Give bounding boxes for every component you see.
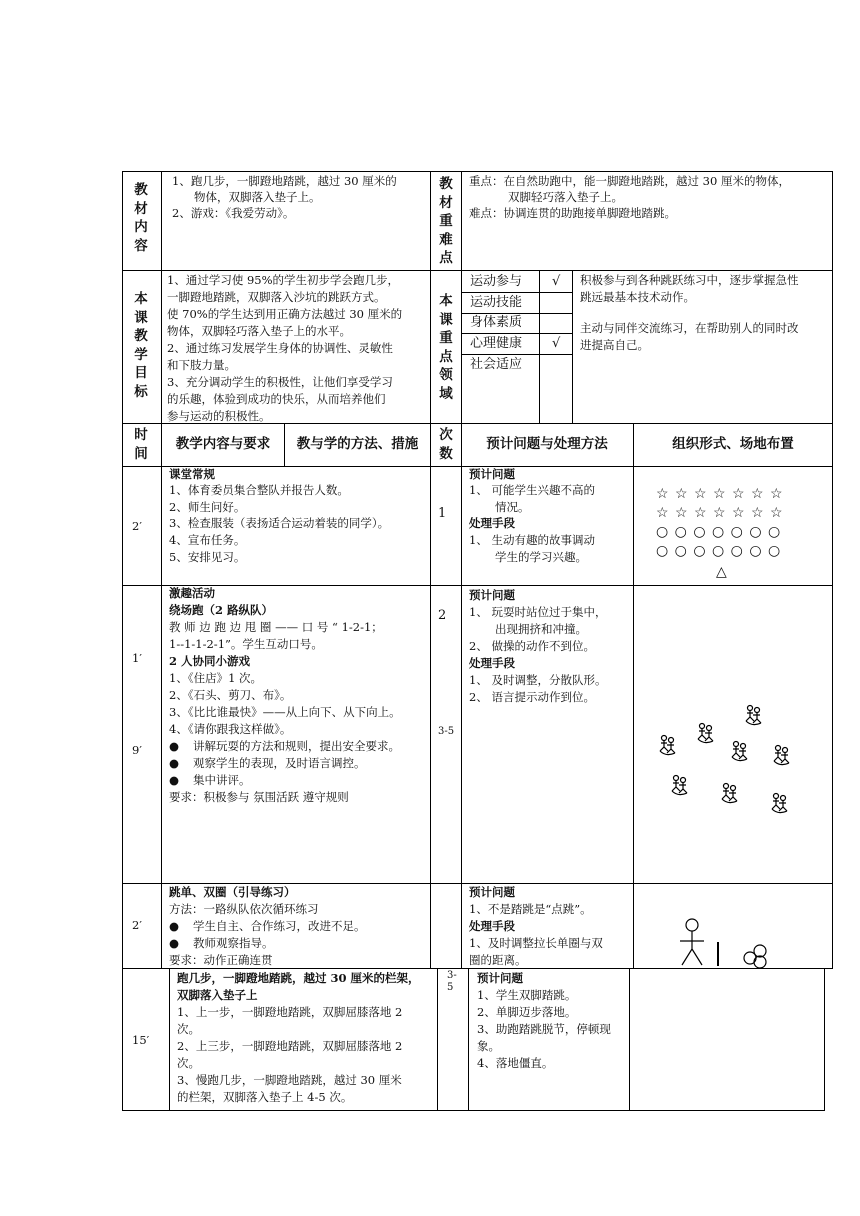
problems-title: 预计问题: [469, 588, 515, 602]
problems-title: 预计问题: [469, 885, 515, 899]
time-cell: 2′: [132, 918, 142, 932]
requirement: 要求：积极参与 氛围活跃 遵守规则: [169, 790, 349, 804]
label-domains: 本课重点领域: [439, 293, 453, 402]
count-cell: 1: [438, 506, 447, 521]
difficulty: 难点：协调连贯的助跑接单脚蹬地踏跳。: [469, 206, 676, 220]
header-time: 时间: [134, 427, 148, 462]
pair-figure-icon: [774, 746, 789, 765]
pair-figure-icon: [722, 784, 737, 803]
pair-figure-icon: [660, 736, 675, 755]
domain-note: 积极参与到各种跳跃练习中，逐步掌握急性: [580, 273, 799, 287]
goal-line: 和下肢力量。: [167, 358, 236, 372]
hoop-icon: [754, 956, 766, 968]
bullet-icon: ●: [169, 919, 180, 933]
pair-figure-icon: [698, 724, 713, 743]
problem-line: 1、 玩耍时站位过于集中，: [469, 605, 607, 619]
domain-note: 跳远最基本技术动作。: [580, 290, 695, 304]
label-goals: 本课教学目标: [134, 291, 148, 400]
solutions-title: 处理手段: [469, 656, 515, 670]
section-title: 跑几步，一脚蹬地踏跳，越过 30 厘米的栏架，: [177, 971, 420, 985]
teacher-triangle-icon: △: [716, 564, 727, 580]
solution-line: 圈的距离。: [469, 953, 527, 967]
header-method: 教与学的方法、措施: [296, 436, 419, 452]
time-cell: 2′: [132, 519, 142, 533]
goal-line: 物体，双脚轻巧落入垫子上的水平。: [167, 324, 351, 338]
problem-line: 4、落地僵直。: [477, 1056, 554, 1070]
solutions-title: 处理手段: [469, 919, 515, 933]
problem-line: 1、 可能学生兴趣不高的: [469, 483, 595, 497]
goal-line: 1、通过学习使 95%的学生初步学会跑几步，: [167, 273, 400, 287]
count-cell: 2: [438, 608, 447, 623]
header-count: 次数: [439, 427, 453, 462]
problem-line: 3、助跑踏跳脱节，停顿现: [477, 1022, 611, 1036]
bullet-icon: ●: [169, 936, 180, 950]
content-line: 2、《石头、剪刀、布》。: [169, 688, 292, 702]
bullet-icon: ●: [169, 773, 180, 787]
problems-title: 预计问题: [477, 971, 523, 985]
time-cell: 9′: [132, 743, 142, 757]
sub-title: 2 人协同小游戏: [169, 654, 251, 668]
key-point: 重点：在自然助跑中，能一脚蹬地踏跳，越过 30 厘米的物体，: [469, 174, 790, 188]
problem-line: 2、单脚迈步落地。: [477, 1005, 577, 1019]
content-line-3: 2、游戏：《我爱劳动》。: [172, 206, 295, 220]
header-content: 教学内容与要求: [175, 436, 271, 452]
solution-line: 1、 生动有趣的故事调动: [469, 533, 595, 547]
content-line: 方法：一路纵队依次循环练习: [169, 902, 319, 916]
formation-row: ☆ ☆ ☆ ☆ ☆ ☆ ☆: [656, 505, 784, 521]
bullet-line: ● 讲解玩耍的方法和规则，提出安全要求。: [169, 739, 400, 753]
time-cell: 1′: [132, 651, 142, 665]
problem-line: 情况。: [495, 500, 530, 514]
goal-line: 参与运动的积极性。: [167, 409, 271, 423]
solution-line: 1、 及时调整，分散队形。: [469, 673, 607, 687]
label-keypoints: 教材重难点: [439, 176, 453, 266]
count-cell: 3-5: [438, 726, 455, 737]
section-title: 跳单、双圈（引导练习）: [169, 885, 296, 899]
goal-line: 2、通过练习发展学生身体的协调性、灵敏性: [167, 341, 393, 355]
bullet-line: ● 观察学生的表现，及时语言调控。: [169, 756, 366, 770]
pair-figure-icon: [672, 776, 687, 795]
section-title: 激趣活动: [169, 586, 215, 600]
content-line: 的栏架，双脚落入垫子上 4-5 次。: [177, 1090, 353, 1104]
content-line: 2、师生问好。: [169, 500, 246, 514]
formation-row: ☆ ☆ ☆ ☆ ☆ ☆ ☆: [656, 486, 784, 502]
domain-check: √: [552, 274, 561, 289]
solutions-title: 处理手段: [469, 516, 515, 530]
pair-figure-icon: [772, 794, 787, 813]
problem-line: 象。: [477, 1039, 500, 1053]
domain-name: 运动技能: [470, 295, 523, 310]
stick-figure-icon: [680, 919, 704, 965]
count-cell: 3- 5: [447, 970, 457, 993]
bullet-icon: ●: [169, 739, 180, 753]
requirement: 要求：动作正确连贯: [169, 953, 273, 967]
hoop-icon: [754, 945, 766, 957]
domain-note: 进提高自己。: [580, 338, 649, 352]
section-title: 双脚落入垫子上: [177, 988, 258, 1002]
domain-name: 身体素质: [470, 315, 523, 330]
paired-children-illustration: [650, 700, 800, 820]
solution-line: 1、及时调整拉长单圈与双: [469, 936, 603, 950]
problem-line: 1、学生双脚踏跳。: [477, 988, 577, 1002]
solution-line: 学生的学习兴趣。: [495, 550, 587, 564]
header-problems: 预计问题与处理方法: [486, 436, 608, 452]
goal-line: 3、充分调动学生的积极性，让他们享受学习: [167, 375, 393, 389]
formation-row: ○ ○ ○ ○ ○ ○ ○: [656, 524, 782, 540]
content-line: 1、《住店》1 次。: [169, 671, 263, 685]
problem-line: 出现拥挤和冲撞。: [495, 622, 587, 636]
content-line: 2、上三步，一脚蹬地踏跳，双脚屈膝落地 2: [177, 1039, 403, 1053]
content-line: 4、宣布任务。: [169, 533, 246, 547]
header-org: 组织形式、场地布置: [672, 436, 794, 452]
content-line: 4、《请你跟我这样做》。: [169, 722, 292, 736]
problems-title: 预计问题: [469, 467, 515, 481]
sub-title: 绕场跑（2 路纵队）: [169, 603, 274, 617]
content-line: 3、慢跑几步，一脚蹬地踏跳，越过 30 厘米: [177, 1073, 402, 1087]
time-cell: 15′: [132, 1033, 150, 1047]
domain-name: 心理健康: [470, 336, 523, 351]
section-title: 课堂常规: [169, 467, 215, 481]
content-line: 5、安排见习。: [169, 550, 246, 564]
bullet-icon: ●: [169, 756, 180, 770]
domain-name: 社会适应: [470, 357, 523, 372]
bullet-line: ● 学生自主、合作练习，改进不足。: [169, 919, 366, 933]
content-line-2: 物体，双脚落入垫子上。: [194, 190, 321, 204]
hoop-jump-illustration: [676, 912, 776, 968]
content-line: 教 师 边 跑 边 甩 圈 —— 口 号 “ 1-2-1；: [169, 620, 383, 634]
content-line: 1--1-1-2-1”。学生互动口号。: [169, 637, 323, 651]
content-line-1: 1、跑几步，一脚蹬地踏跳，越过 30 厘米的: [172, 174, 397, 188]
goal-line: 一脚蹬地踏跳，双脚落入沙坑的跳跃方式。: [167, 290, 386, 304]
bullet-line: ● 教师观察指导。: [169, 936, 274, 950]
formation-row: ○ ○ ○ ○ ○ ○ ○: [656, 543, 782, 559]
domain-name: 运动参与: [470, 274, 523, 289]
pair-figure-icon: [732, 742, 747, 761]
label-content: 教材内容: [134, 182, 148, 254]
solution-line: 2、 语言提示动作到位。: [469, 690, 595, 704]
key-point-2: 双脚轻巧落入垫子上。: [508, 190, 623, 204]
domain-check: √: [552, 336, 561, 351]
content-line: 1、上一步，一脚蹬地踏跳，双脚屈膝落地 2: [177, 1005, 403, 1019]
content-line: 3、检查服装（表扬适合运动着装的同学）。: [169, 516, 390, 530]
content-line: 次。: [177, 1022, 200, 1036]
content-line: 3、《比比谁最快》——从上向下、从下向上。: [169, 705, 401, 719]
domain-note: 主动与同伴交流练习，在帮助别人的同时改: [580, 321, 799, 335]
pair-figure-icon: [746, 706, 761, 725]
goal-line: 使 70%的学生达到用正确方法越过 30 厘米的: [167, 307, 403, 321]
goal-line: 的乐趣，体验到成功的快乐，从而培养他们: [167, 392, 386, 406]
bullet-line: ● 集中讲评。: [169, 773, 251, 787]
content-line: 1、体育委员集合整队并报告人数。: [169, 483, 349, 497]
problem-line: 1、不是踏跳是“点跳”。: [469, 902, 592, 916]
problem-line: 2、 做操的动作不到位。: [469, 639, 595, 653]
content-line: 次。: [177, 1056, 200, 1070]
